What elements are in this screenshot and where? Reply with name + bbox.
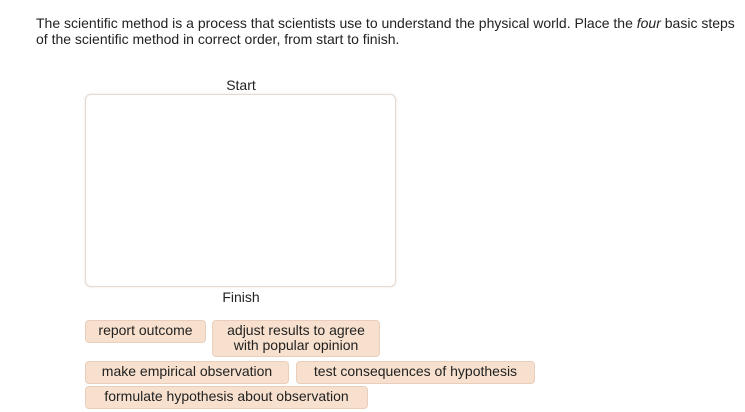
question-text-after: basic steps of the scientific method in correct order, from start to finish. [36,15,735,47]
option-chip-formulate-hypothesis[interactable]: formulate hypothesis about observation [85,386,368,409]
finish-label: Finish [222,289,260,305]
start-label: Start [226,77,256,93]
question-emphasis: four [636,15,661,31]
option-chip-test-consequences[interactable]: test consequences of hypothesis [296,361,535,384]
option-chip-adjust-results[interactable]: adjust results to agree with popular opinion [212,320,380,357]
question-text-before: The scientific method is a process that scientists use to understand the physical world. Place the [36,15,637,31]
option-chip-report-outcome[interactable]: report outcome [85,320,206,343]
option-chip-make-observation[interactable]: make empirical observation [85,361,289,384]
ordering-drop-zone[interactable] [85,94,396,287]
question-text [36,15,742,47]
